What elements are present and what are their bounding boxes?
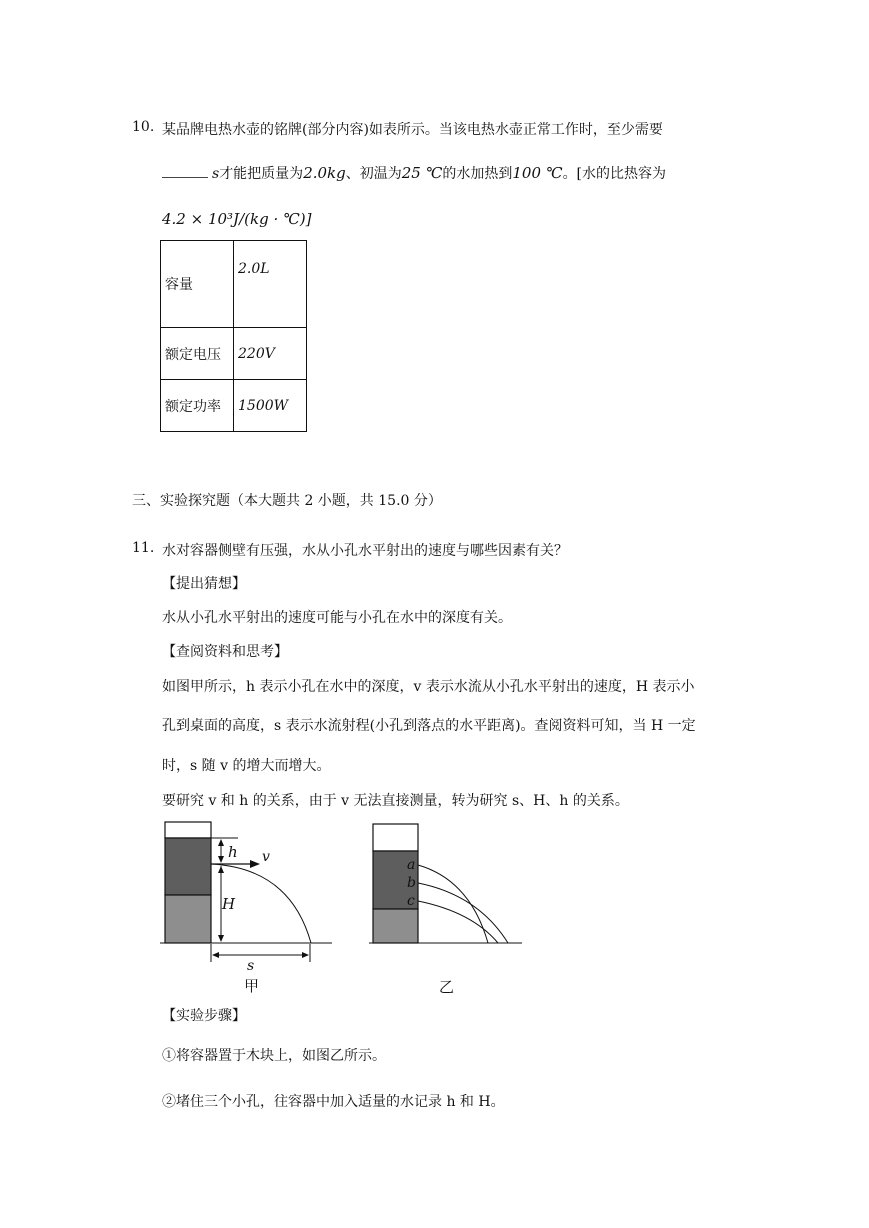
container-empty-top (165, 822, 211, 838)
reference-line-4: 要研究 v 和 h 的关系，由于 v 无法直接测量，转为研究 s、H、h 的关系。 (162, 793, 629, 809)
table-value: 1500W (234, 380, 307, 432)
table-value: 220V (234, 328, 307, 380)
jet-a (418, 865, 488, 943)
reference-title: 【查阅资料和思考】 (162, 644, 288, 660)
q10-text-b: 、初温为 (345, 166, 402, 182)
reference-line-3: 时，s 随 v 的增大而增大。 (162, 758, 331, 774)
q11-question: 水对容器侧壁有压强，水从小孔水平射出的速度与哪些因素有关？ (162, 543, 568, 559)
label-c: c (407, 893, 415, 909)
q10-initial-temp: 25 ℃ (401, 164, 443, 182)
reference-line-2: 孔到桌面的高度，s 表示水流射程(小孔到落点的水平距离)。查阅资料可知，当 H 一定 (162, 718, 696, 734)
table-key: 额定功率 (161, 380, 234, 432)
caption-yi: 乙 (439, 978, 455, 996)
q10-text-a: 才能把质量为 (219, 166, 304, 182)
q10-heat-capacity: 4.2 × 10³J/(kg · ℃)] (162, 210, 312, 228)
water-lower (373, 909, 418, 943)
label-b: b (407, 875, 416, 891)
table-value: 2.0L (234, 241, 307, 328)
hypothesis-text: 水从小孔水平射出的速度可能与小孔在水中的深度有关。 (162, 610, 512, 626)
label-v: v (262, 849, 270, 865)
q10-mass: 2.0kg (303, 164, 346, 182)
label-H: H (222, 895, 236, 913)
hypothesis-title: 【提出猜想】 (162, 576, 246, 592)
water-deep (165, 838, 211, 895)
q10-text-d: 。[水的比热容为 (562, 166, 667, 182)
q10-line1: 某品牌电热水壶的铭牌(部分内容)如表所示。当该电热水壶正常工作时，至少需要 (162, 122, 663, 138)
steps-title: 【实验步骤】 (162, 1008, 246, 1024)
table-key: 额定电压 (161, 328, 234, 380)
q10-final-temp: 100 ℃ (512, 164, 563, 182)
caption-jia: 甲 (244, 977, 260, 995)
water-lower (165, 895, 211, 943)
unit-s: s (212, 166, 220, 182)
label-s: s (247, 958, 255, 974)
step-1: ①将容器置于木块上，如图乙所示。 (162, 1048, 386, 1064)
figure-yi (369, 824, 522, 996)
q10-number: 10. (132, 119, 155, 135)
figure-jia (160, 822, 332, 995)
container-empty-top (373, 824, 418, 851)
table-key: 容量 (161, 241, 234, 328)
section-heading: 三、实验探究题（本大题共 2 小题，共 15.0 分） (132, 493, 442, 509)
jet-b (418, 883, 508, 943)
label-h: h (228, 843, 238, 861)
q10-text-c: 的水加热到 (442, 166, 513, 182)
step-2: ②堵住三个小孔，往容器中加入适量的水记录 h 和 H。 (162, 1094, 505, 1110)
q11-number: 11. (132, 540, 155, 556)
label-a: a (407, 857, 416, 873)
reference-line-1: 如图甲所示，h 表示小孔在水中的深度，v 表示水流从小孔水平射出的速度，H 表示小 (162, 679, 695, 695)
